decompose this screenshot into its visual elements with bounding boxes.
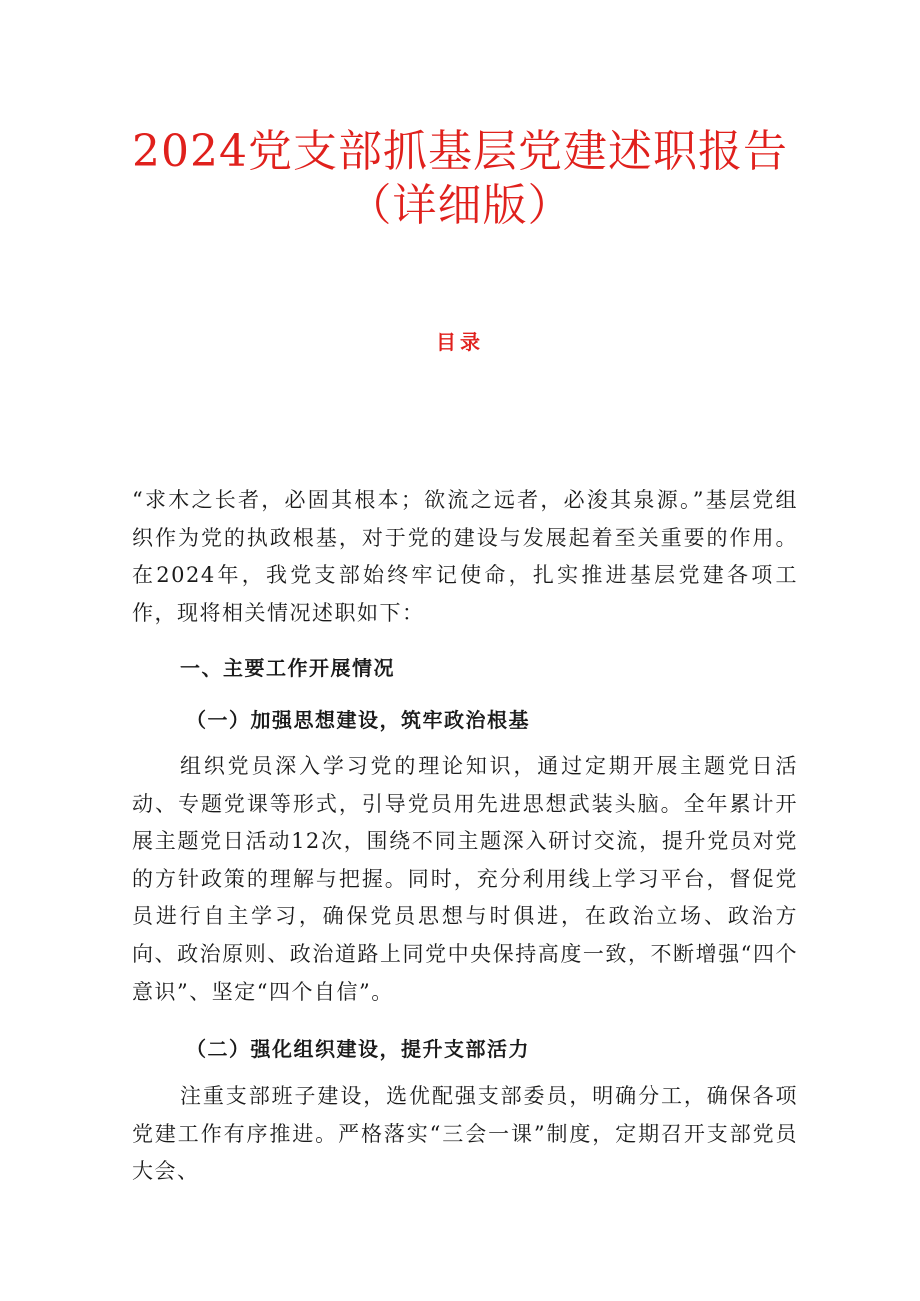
subsection-heading-2: （二）强化组织建设，提升支部活力 [186, 1037, 530, 1061]
document-title-line2: （详细版） [347, 180, 573, 231]
subsection-heading-1: （一）加强思想建设，筑牢政治根基 [186, 708, 530, 732]
intro-paragraph: “求木之长者，必固其根本；欲流之远者，必浚其泉源。”基层党组织作为党的执政根基，对于党的建设与发展起着至关重要的作用。在2024年，我党支部始终牢记使命，扎实推进基层党建各项工作，现将相关情况述职如下： [132, 488, 798, 625]
toc-label[interactable]: 目录 [436, 330, 484, 354]
document-title-line1: 2024党支部抓基层党建述职报告 [132, 126, 788, 177]
subsection-1-paragraph: 组织党员深入学习党的理论知识，通过定期开展主题党日活动、专题党课等形式，引导党员用先进思想武装头脑。全年累计开展主题党日活动12次，围绕不同主题深入研讨交流，提升党员对党的方针政策的理解与把握。同时，充分利用线上学习平台，督促党员进行自主学习，确保党员思想与时俱进，在政治立场、政治方向、政治原则、政治道路上同党中央保持高度一致，不断增强“四个意识”、坚定“四个自信”。 [132, 754, 798, 1004]
subsection-2-paragraph: 注重支部班子建设，选优配强支部委员，明确分工，确保各项党建工作有序推进。严格落实“三会一课”制度，定期召开支部党员大会、 [132, 1084, 798, 1184]
section-heading-1: 一、主要工作开展情况 [180, 656, 395, 680]
